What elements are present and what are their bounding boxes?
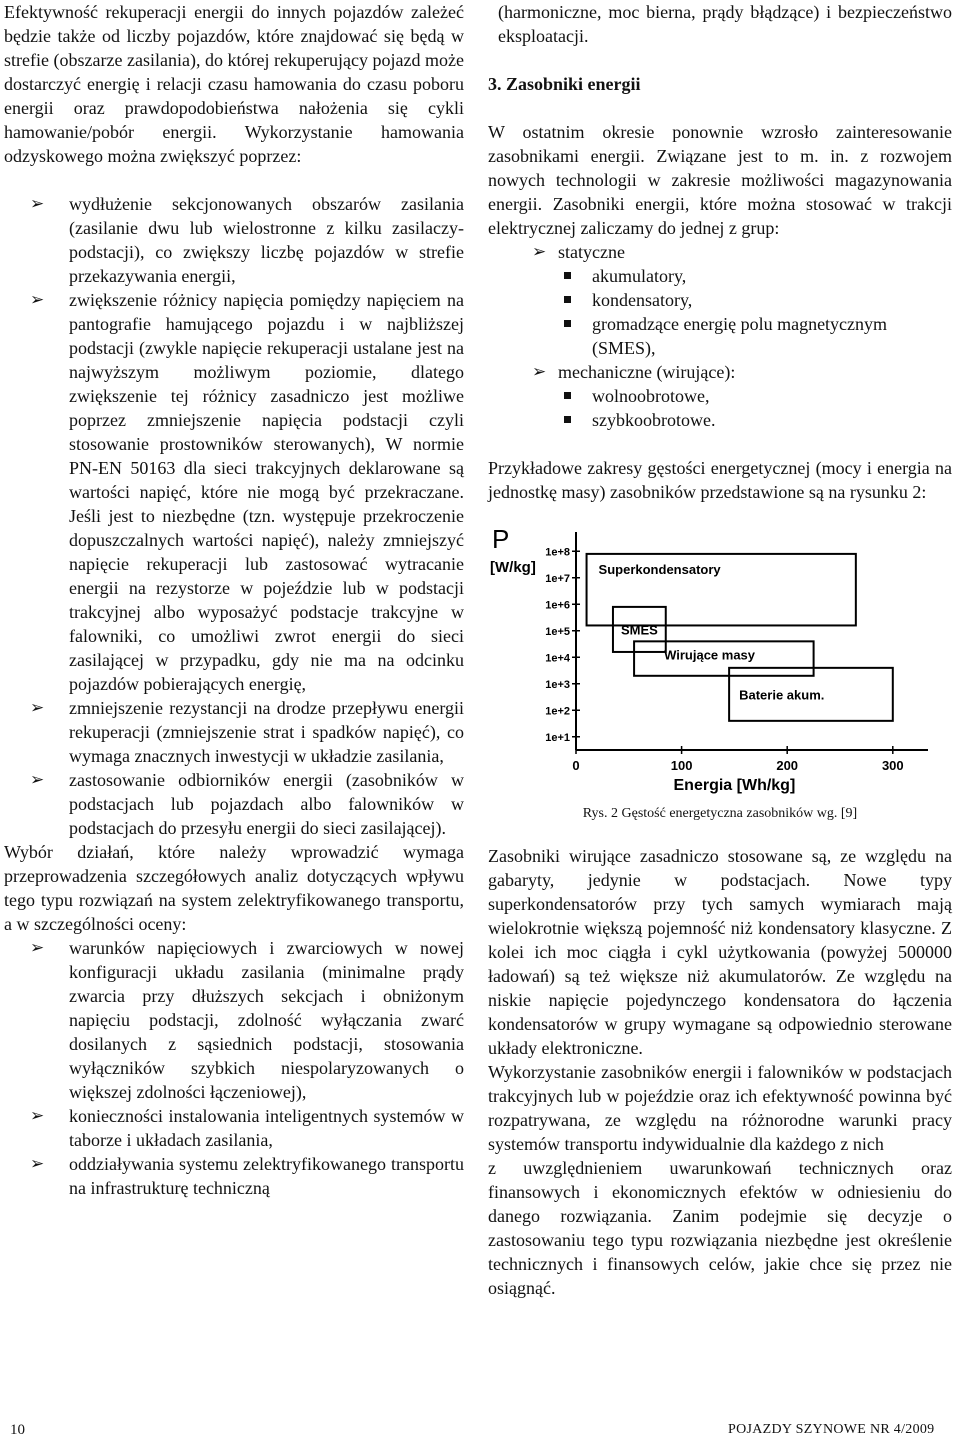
mechanical-subitems — [488, 384, 952, 432]
list-item-static: ➢ statyczne — [488, 240, 952, 264]
y-tick-label: 1e+2 — [545, 705, 570, 718]
region-label: Wirujące masy — [664, 647, 756, 663]
y-tick-label: 1e+6 — [545, 599, 570, 612]
list-item: szybkoobrotowe. — [488, 408, 952, 432]
y-tick-label: 1e+8 — [545, 546, 570, 559]
list-item: ➢ zwiększenie różnicy napięcia pomiędzy napięciem na pantografie hamującego pojazdu i w najbliższej podstacji (zwykle napięcie rekuperacji ustalane jest na najwyższym możliwym poziomie, dlatego zwiększenie tej różnicy zasadniczo jest możliwe poprzez zmniejszenie napięcia podstacji czyli stosowanie prostowników sterowanych), W normie PN-EN 50163 dla sieci trakcyjnych deklarowane są wartości napięć, które nie mogą być przekraczane. Jeśli jest to niezbędne (tzn. występuje przekroczenie dopuszczalnych wartości napięć), należy zmniejszyć napięcie rekuperacji lub zastosować wytracanie energii na rezystorze w pojeździe lub w podstacji trakcyjnej albo wyposażyć podstacje trakcyjne w falowniki, co umożliwi zwrot energii do sieci zasilającej w przypadku, gdy nie ma na odcinku pojazdów pobierających energię, — [4, 288, 464, 696]
list-item-mechanical: ➢ mechaniczne (wirujące): — [488, 360, 952, 384]
continuation-text: (harmoniczne, moc bierna, prądy błądzące) i bezpieczeństwo eksploatacji. — [498, 2, 952, 46]
figure-caption: Rys. 2 Gęstość energetyczna zasobników wg. [9] — [582, 806, 858, 821]
list-item: ➢ warunków napięciowych i zwarciowych w nowej konfiguracji układu zasilania (minimalne prądy zwarcia przy dłuższych sekcjach i obniżonym napięciu podstacji, zdolność wyłączania zwarć dosilanych z sąsiednich podstacji, stosowania wyłączników szybkich niespolaryzowanych o większej zdolności łączeniowej), — [4, 936, 464, 1104]
left-column — [4, 0, 464, 1200]
x-tick-label: 300 — [881, 758, 904, 773]
x-tick-label: 200 — [776, 758, 799, 773]
y-axis-unit: [W/kg] — [490, 559, 536, 576]
list-item: gromadzące energię polu magnetycznym (SMES), — [488, 312, 952, 360]
y-tick-label: 1e+5 — [545, 625, 570, 638]
journal-footer: POJAZDY SZYNOWE NR 4/2009 — [728, 1422, 935, 1437]
x-tick-label: 0 — [572, 758, 580, 773]
chart-svg — [488, 524, 952, 794]
bullet-list-2 — [4, 936, 464, 1200]
static-subitems — [488, 264, 952, 360]
bullet-list-1 — [4, 192, 464, 840]
energy-density-chart — [488, 524, 952, 794]
page-number: 10 — [10, 1422, 25, 1438]
usage-paragraph-b: z uwzględnieniem uwarunkowań technicznych oraz finansowych i ekonomicznych efektów w odniesieniu do danego rozwiązania. Zanim podejmie się decyzje o zastosowaniu tego typu rozwiązania niezbędne jest określenie technicznych i finansowych celów, jakie chce się przez nie osiągnąć. — [488, 1158, 952, 1298]
x-tick-label: 100 — [670, 758, 693, 773]
figure-intro-paragraph: Przykładowe zakresy gęstości energetycznej (mocy i energia na jednostkę masy) zasobników przedstawione są na rysunku 2: — [488, 458, 952, 502]
spacer — [488, 96, 952, 120]
list-item: kondensatory, — [488, 288, 952, 312]
region-label: Baterie akum. — [739, 687, 825, 703]
spacer — [4, 168, 464, 192]
right-column — [488, 0, 952, 1300]
region-label: SMES — [620, 622, 658, 638]
analysis-paragraph: Wybór działań, które należy wprowadzić wymaga przeprowadzenia szczegółowych analiz dotyczących wpływu tego typu rozwiązań na system zelektryfikowanego transportu, a w szczególności oceny: — [4, 842, 464, 934]
usage-paragraph-a: Wykorzystanie zasobników energii i falowników w podstacjach trakcyjnych lub w pojeździe oraz ich efektywność powinna być rozpatrywana, ze względu na różnorodne warunki pracy systemów transportu indywidualnie dla każdego z nich — [488, 1062, 952, 1154]
y-axis-symbol: P — [492, 524, 510, 554]
list-item: akumulatory, — [488, 264, 952, 288]
spacer — [488, 48, 952, 72]
list-item: wolnoobrotowe, — [488, 384, 952, 408]
y-tick-label: 1e+4 — [545, 652, 570, 665]
storage-groups-list-2 — [488, 360, 952, 384]
storage-groups-list — [488, 240, 952, 264]
list-item: ➢ wydłużenie sekcjonowanych obszarów zasilania (zasilanie dwu lub wielostronne z kilku zasilaczy-podstacji), co zwiększy liczbę pojazdów w strefie przekazywania energii, — [4, 192, 464, 288]
storage-intro-paragraph: W ostatnim okresie ponownie wzrosło zainteresowanie zasobnikami energii. Związane jest to m. in. z rozwojem nowych technologii w zakresie możliwości magazynowania energii. Zasobniki energii, które można stosować w trakcji elektrycznej zaliczamy do jednej z grup: — [488, 122, 952, 238]
flywheel-paragraph: Zasobniki wirujące zasadniczo stosowane są, ze względu na gabaryty, jedynie w podstacjach. Nowe typy superkondensatorów przy tych samych wymiarach mają wielokrotnie większą pojemność niż kondensatory klasyczne. Z kolei ich moc ciągła i cykl użytkowania (powyżej 500000 ładowań) są też większe niż akumulatorów. Ze względu na niskie napięcie pojedynczego kondensatora do łączenia kondensatorów w grupy wymagane są odpowiednio sterowane układy elektroniczne. — [488, 846, 952, 1058]
list-item: ➢ oddziaływania systemu zelektryfikowanego transportu na infrastrukturę techniczną — [4, 1152, 464, 1200]
intro-paragraph: Efektywność rekuperacji energii do innych pojazdów zależeć będzie także od liczby pojazdów, które znajdować się będą w strefie (obszarze zasilania), do której rekuperujący pojazd może dostarczyć energię i relacji czasu hamowania do czasu poboru energii oraz prawdopodobieństwa nałożenia się cykli hamowanie/pobór energii. Wykorzystanie hamowania odzyskowego można zwiększyć poprzez: — [4, 2, 464, 166]
region-label: Superkondensatory — [598, 561, 721, 577]
list-item: ➢ zastosowanie odbiorników energii (zasobników w podstacjach lub pojazdach albo falowników w podstacjach do przesyłu energii do sieci zasilającej). — [4, 768, 464, 840]
list-item: ➢ zmniejszenie rezystancji na drodze przepływu energii rekuperacji (zmniejszenie strat i spadków napięć), co wymaga znacznych inwestycji w układzie zasilania, — [4, 696, 464, 768]
y-tick-label: 1e+3 — [545, 678, 570, 691]
list-item: ➢ konieczności instalowania inteligentnych systemów w taborze i układach zasilania, — [4, 1104, 464, 1152]
section-heading: 3. Zasobniki energii — [488, 74, 641, 94]
spacer — [488, 432, 952, 456]
y-tick-label: 1e+1 — [545, 731, 570, 744]
x-axis-label: Energia [Wh/kg] — [673, 777, 796, 794]
y-tick-label: 1e+7 — [545, 572, 570, 585]
